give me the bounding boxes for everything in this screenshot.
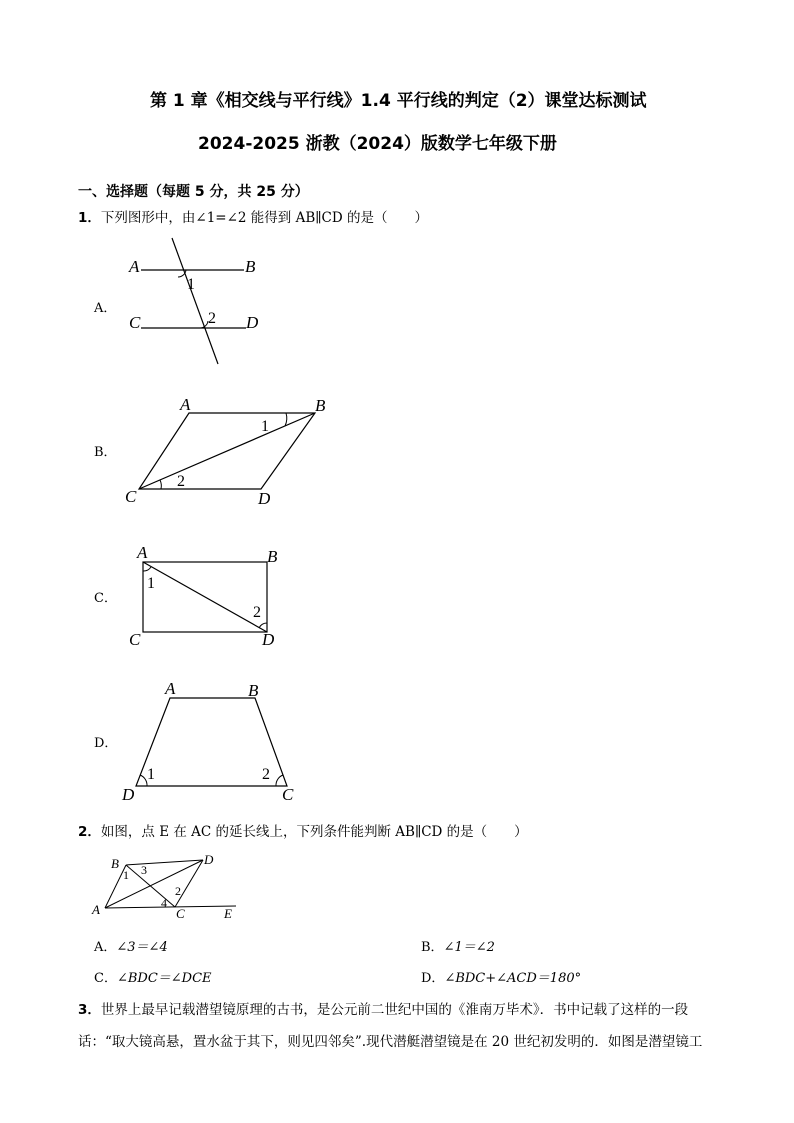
option-text: ∠1＝∠2 [443,940,495,955]
label-2: 2 [177,473,185,490]
label-b: B [267,547,278,566]
label-1: 1 [261,418,269,435]
segment-bd [126,860,203,865]
label-b: B [111,856,119,871]
question-2 [78,820,528,840]
label-1: 1 [147,766,155,783]
option-letter: B． [421,940,444,955]
label-2: 2 [262,766,270,783]
q2-option-a [94,936,168,955]
transversal [172,238,218,364]
label-b: B [248,681,259,700]
label-angle-1: 1 [123,868,129,882]
option-a-letter: A． [94,301,117,316]
question-3-line-1 [78,998,688,1018]
question-1 [78,206,428,226]
label-d: D [122,785,135,804]
question-number: 3． [78,1002,101,1018]
label-c: C [282,785,294,804]
option-text: ∠BDC＝∠DCE [116,971,212,986]
label-angle-2: 2 [175,884,181,898]
label-a: A [129,257,140,276]
label-d: D [204,852,214,867]
question-number: 1． [78,210,101,226]
label-angle-3: 3 [141,863,147,877]
label-d: D [262,630,275,649]
label-d: D [246,313,259,332]
label-a: A [92,902,100,917]
label-1: 1 [147,575,155,592]
page-title-line1: 第 1 章《相交线与平行线》1.4 平行线的判定（2）课堂达标测试 [150,91,647,111]
label-b: B [245,257,256,276]
angle-1-arc [143,567,151,571]
label-angle-4: 4 [161,896,167,910]
option-letter: A． [94,940,117,955]
section-heading: 一、选择题（每题 5 分，共 25 分） [78,184,309,200]
angle-1-arc [140,775,147,786]
label-2: 2 [208,310,216,327]
angle-2-arc [259,623,267,628]
label-a: A [180,395,191,414]
question-number: 2． [78,824,101,840]
label-e: E [224,906,232,921]
question-text: 世界上最早记载潜望镜原理的古书，是公元前二世纪中国的《淮南万毕术》．书中记载了这样的一段 [100,1002,689,1018]
label-1: 1 [187,276,195,293]
option-d-letter: D． [94,736,118,751]
option-letter: C． [94,971,117,986]
q2-option-c [94,967,212,986]
q2-option-d [421,967,581,986]
label-d: D [258,489,271,508]
question-text: 下列图形中，由∠1=∠2 能得到 AB∥CD 的是（ ） [100,210,428,226]
option-c-letter: C． [94,591,117,606]
angle-2-arc [160,480,161,489]
label-2: 2 [253,604,261,621]
question-3-line-2: 话：“取大镜高悬，置水盆于其下，则见四邻矣”.现代潜艇潜望镜是在 20 世纪初发明的．如图是潜望镜工 [78,1034,703,1050]
label-b: B [315,396,326,415]
page-title-line2: 2024-2025 浙教（2024）版数学七年级下册 [198,134,557,154]
label-c: C [129,630,141,649]
figure-option-b [120,392,340,512]
angle-1-arc [178,270,186,277]
option-text: ∠BDC+∠ACD＝180° [444,971,582,986]
angle-1-arc [285,413,287,426]
label-c: C [176,906,185,921]
figure-option-a [120,232,260,372]
label-a: A [165,679,176,698]
figure-option-d [120,676,310,806]
label-c: C [125,487,137,506]
line-ae [105,906,236,908]
figure-option-c [120,542,300,652]
label-a: A [137,543,148,562]
q2-option-b [421,936,495,955]
option-letter: D． [421,971,445,986]
figure-question-2 [90,848,250,924]
question-text: 如图，点 E 在 AC 的延长线上，下列条件能判断 AB∥CD 的是（ ） [100,824,528,840]
option-b-letter: B． [94,445,117,460]
diagonal-ad [143,562,267,632]
option-text: ∠3＝∠4 [116,940,168,955]
label-c: C [129,313,141,332]
